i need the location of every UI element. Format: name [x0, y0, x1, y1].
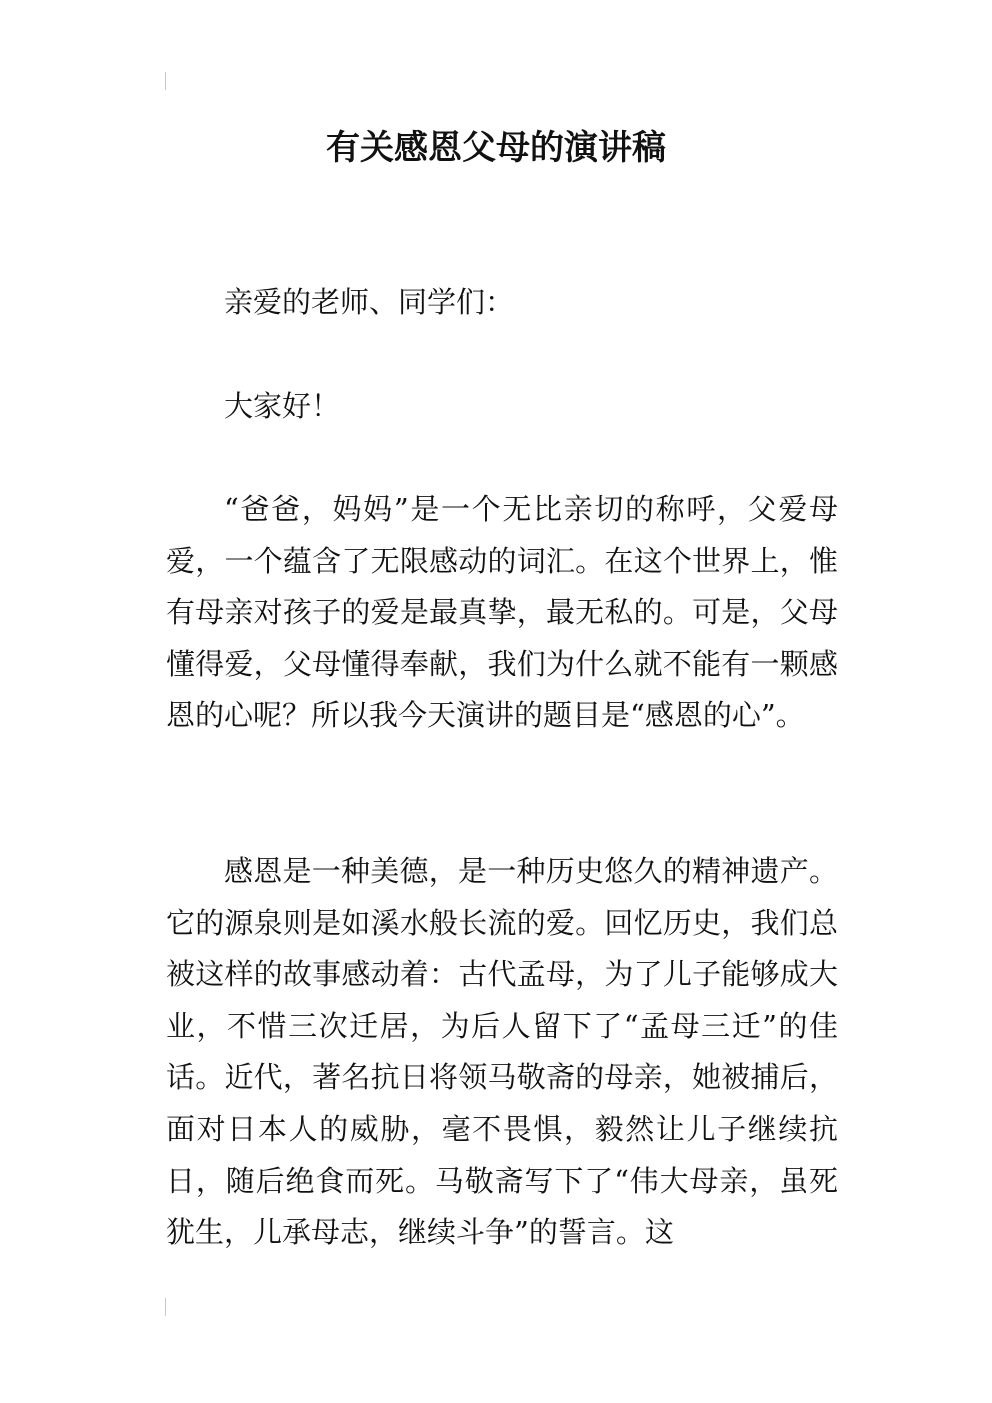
page-corner-mark-top	[165, 72, 166, 90]
paragraph-1: “爸爸，妈妈”是一个无比亲切的称呼，父爱母爱，一个蕴含了无限感动的词汇。在这个世界上，惟有母亲对孩子的爱是最真挚，最无私的。可是，父母懂得爱，父母懂得奉献，我们为什么就不能有一颗感恩的心呢？所以我今天演讲的题目是“感恩的心”。	[166, 492, 838, 733]
salutation: 亲爱的老师、同学们：	[224, 285, 515, 319]
document-title: 有关感恩父母的演讲稿	[326, 128, 666, 168]
page-corner-mark-bottom	[165, 1298, 166, 1316]
greeting: 大家好！	[224, 389, 341, 423]
paragraph-2: 感恩是一种美德，是一种历史悠久的精神遗产。它的源泉则是如溪水般长流的爱。回忆历史，我们总被这样的故事感动着：古代孟母，为了儿子能够成大业，不惜三次迁居，为后人留下了“孟母三迁”的佳话。近代，著名抗日将领马敬斋的母亲，她被捕后，面对日本人的威胁，毫不畏惧，毅然让儿子继续抗日，随后绝食而死。马敬斋写下了“伟大母亲，虽死犹生，儿承母志，继续斗争”的誓言。这	[166, 854, 838, 1250]
